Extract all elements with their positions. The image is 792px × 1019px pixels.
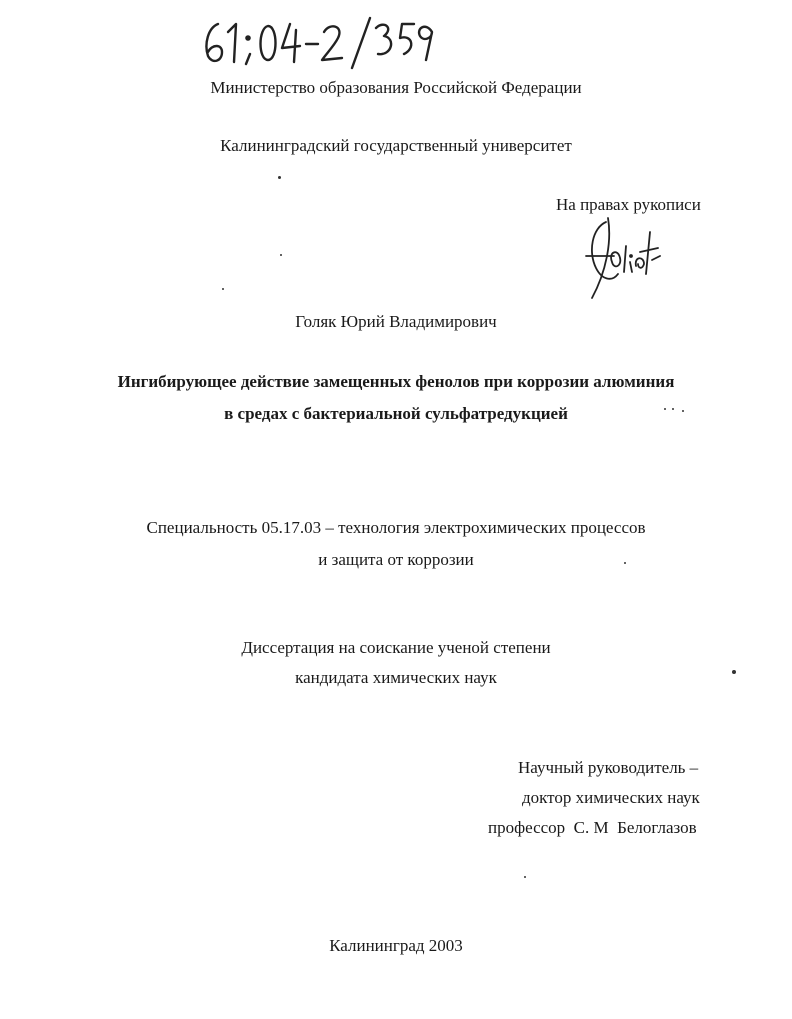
- scan-speck: [280, 254, 282, 256]
- author-name: Голяк Юрий Владимирович: [295, 312, 497, 331]
- handwritten-archive-code: [198, 14, 438, 70]
- supervisor-degree: доктор химических наук: [522, 788, 700, 807]
- scan-speck: [624, 562, 626, 564]
- ministry-name: Министерство образования Российской Федерации: [210, 78, 582, 97]
- scan-speck: [682, 410, 684, 412]
- supervisor-role: Научный руководитель –: [518, 758, 699, 777]
- dissertation-line-2: кандидата химических наук: [295, 668, 497, 687]
- scan-speck: [278, 176, 281, 179]
- supervisor-name: профессор С. М Белоглазов: [488, 818, 697, 837]
- specialty-line-2: и защита от коррозии: [318, 550, 474, 569]
- scan-speck: [524, 876, 526, 878]
- dissertation-line-1: Диссертация на соискание ученой степени: [241, 638, 551, 657]
- scan-speck: [222, 288, 224, 290]
- scan-speck: [672, 408, 674, 410]
- specialty-line-1: Специальность 05.17.03 – технология электрохимических процессов: [146, 518, 646, 537]
- scan-speck: [732, 670, 736, 674]
- city-year: Калининград 2003: [329, 936, 463, 955]
- signature: [578, 212, 670, 304]
- university-name: Калининградский государственный университет: [220, 136, 572, 155]
- scan-speck: [664, 408, 666, 410]
- thesis-title-line-1: Ингибирующее действие замещенных фенолов при коррозии алюминия: [117, 372, 675, 391]
- thesis-title-line-2: в средах с бактериальной сульфатредукцией: [224, 404, 568, 423]
- manuscript-rights-note: На правах рукописи: [556, 195, 701, 214]
